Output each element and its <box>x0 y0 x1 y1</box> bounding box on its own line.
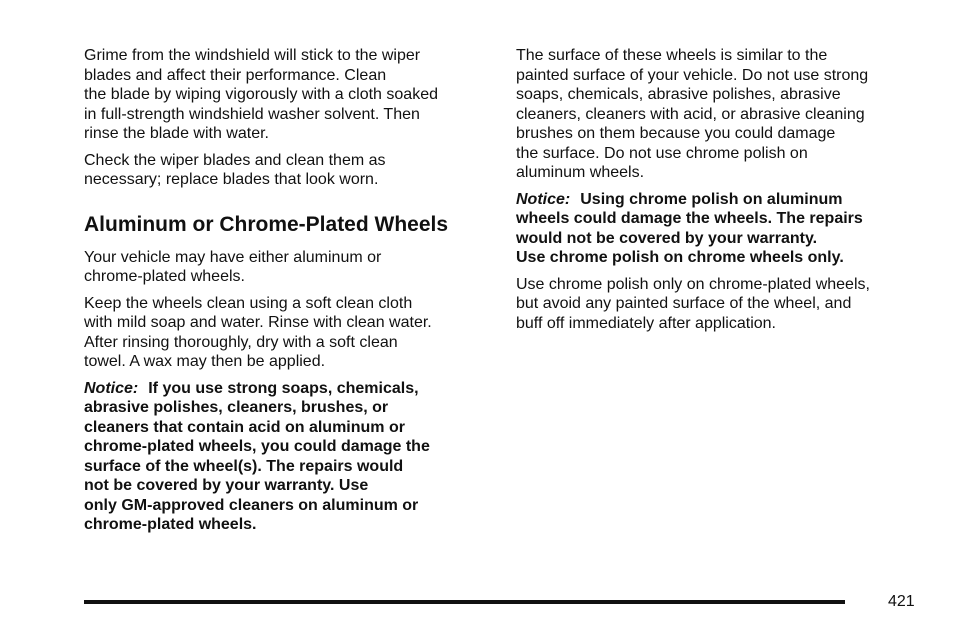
footer-rule <box>84 600 845 604</box>
notice-label: Notice: <box>84 379 139 397</box>
wheel-surface-paragraph: The surface of these wheels is similar to the painted surface of your vehicle. Do not use strong soaps, chemicals, abrasive polishes, abrasive cleaners, cleaners with acid, or abrasive cleaning brushes on them because you could damage the surface. Do not use chrome polish on aluminum wheels. <box>516 47 869 181</box>
cleaner-notice: Notice: If you use strong soaps, chemicals, abrasive polishes, cleaners, brushes, or cleaners that contain acid on aluminum or chrome-plated wheels, you could damage the surface of the wheel(s). The repairs would not be covered by your warranty. Use only GM-approved cleaners on aluminum or chrome-plated wheels. <box>84 379 430 533</box>
page-number: 421 <box>888 593 915 610</box>
chrome-polish-paragraph: Use chrome polish only on chrome-plated wheels, but avoid any painted surface of the wheel, and buff off immediately after application. <box>516 275 870 332</box>
wiper-check-paragraph: Check the wiper blades and clean them as necessary; replace blades that look worn. <box>84 151 386 188</box>
section-heading: Aluminum or Chrome-Plated Wheels <box>84 212 449 236</box>
notice-label: Notice: <box>516 190 571 208</box>
wheel-type-paragraph: Your vehicle may have either aluminum or chrome-plated wheels. <box>84 248 382 285</box>
wiper-grime-paragraph: Grime from the windshield will stick to the wiper blades and affect their performance. Clean the blade by wiping vigorously with a cloth soaked in full-strength windshield washer solvent. Then rinse the blade with water. <box>84 47 438 142</box>
left-column <box>84 46 484 542</box>
chrome-polish-notice: Notice: Using chrome polish on aluminum wheels could damage the wheels. The repairs would not be covered by your warranty. Use chrome polish on chrome wheels only. <box>516 190 863 266</box>
wheel-cleaning-paragraph: Keep the wheels clean using a soft clean cloth with mild soap and water. Rinse with clean water. After rinsing thoroughly, dry with a soft clean towel. A wax may then be applied. <box>84 294 432 370</box>
right-column <box>516 46 916 340</box>
